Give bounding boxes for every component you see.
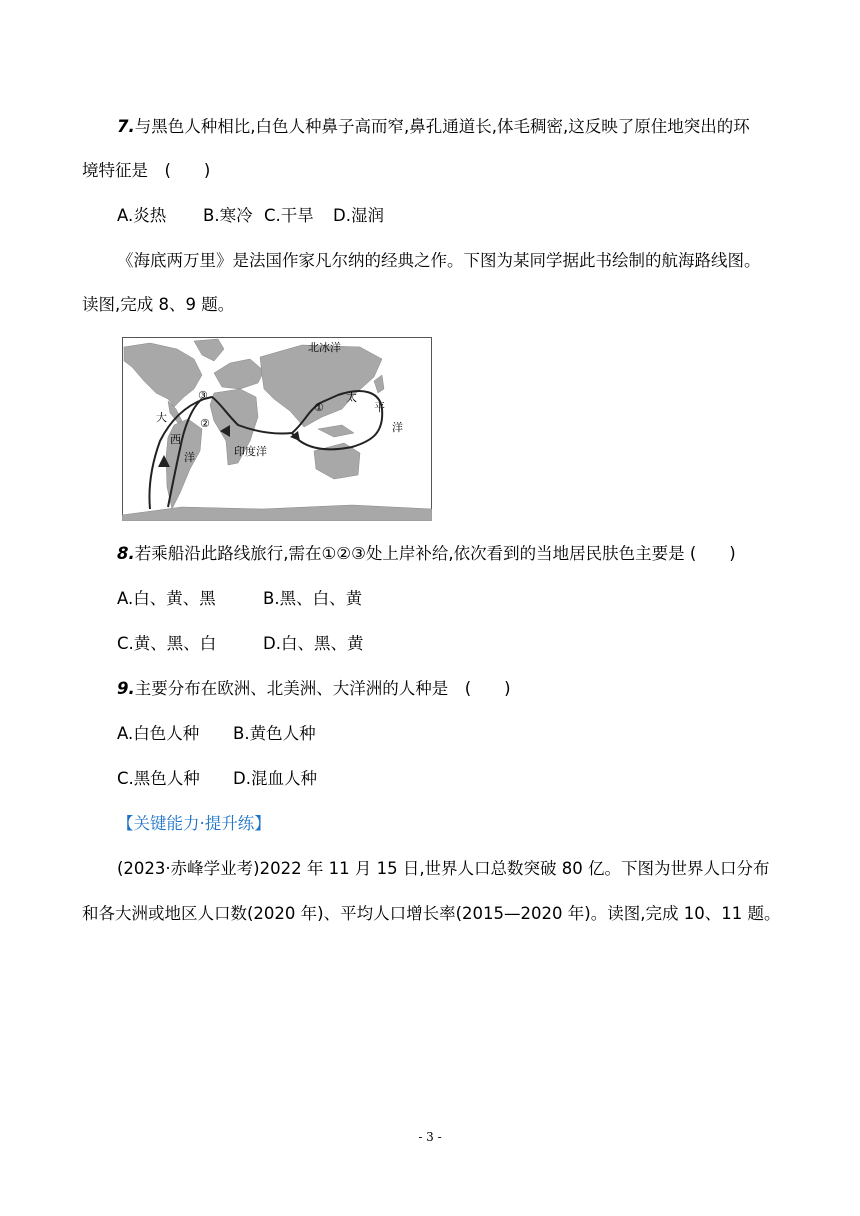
label-pacific-3: 洋 xyxy=(392,421,403,434)
voyage-route-map xyxy=(122,337,432,521)
intro89-line1: 《海底两万里》是法国作家凡尔纳的经典之作。下图为某同学据此书绘制的航海路线图。 xyxy=(117,251,761,270)
label-atlantic-2: 西 xyxy=(170,433,181,446)
q9-option-c: C.黑色人种 xyxy=(117,769,200,788)
q9-options-row2 xyxy=(117,768,317,790)
q8-option-d: D.白、黑、黄 xyxy=(263,634,364,653)
q7-line1 xyxy=(117,116,750,138)
q7-stem: 与黑色人种相比,白色人种鼻子高而窄,鼻孔通道长,体毛稠密,这反映了原住地突出的环 xyxy=(134,117,750,136)
label-arctic-ocean: 北冰洋 xyxy=(308,341,341,354)
intro1011-line2: 和各大洲或地区人口数(2020 年)、平均人口增长率(2015—2020 年)。读图,完成 10、11 题。 xyxy=(82,904,781,923)
q9-stem: 主要分布在欧洲、北美洲、大洋洲的人种是 ( ) xyxy=(134,679,511,698)
q9-option-a: A.白色人种 xyxy=(117,724,200,743)
label-indian-ocean: 印度洋 xyxy=(234,445,267,458)
q8-number: 8. xyxy=(117,544,135,563)
q9-line xyxy=(117,678,511,700)
section-title: 【关键能力·提升练】 xyxy=(117,814,271,833)
page-number: - 3 - xyxy=(418,1130,442,1144)
label-atlantic-1: 大 xyxy=(156,411,167,424)
q7-option-d: D.湿润 xyxy=(333,206,384,225)
intro89-line2: 读图,完成 8、9 题。 xyxy=(82,295,235,314)
q7-stem-line2: 境特征是 ( ) xyxy=(82,161,211,180)
q9-number: 9. xyxy=(117,679,135,698)
q8-line xyxy=(117,543,736,565)
q9-option-d: D.混血人种 xyxy=(233,769,317,788)
q8-option-c: C.黄、黑、白 xyxy=(117,634,217,653)
q8-option-b: B.黑、白、黄 xyxy=(263,589,363,608)
label-pacific-1: 太 xyxy=(346,391,357,404)
q7-option-a: A.炎热 xyxy=(117,206,167,225)
label-atlantic-3: 洋 xyxy=(184,451,195,464)
q7-option-b: B.寒冷 xyxy=(203,206,253,225)
q8-stem: 若乘船沿此路线旅行,需在①②③处上岸补给,依次看到的当地居民肤色主要是 ( ) xyxy=(134,544,736,563)
intro1011-line1: (2023·赤峰学业考)2022 年 11 月 15 日,世界人口总数突破 80 亿。下图为世界人口分布 xyxy=(117,859,770,878)
q7-number: 7. xyxy=(117,117,135,136)
q7-option-c: C.干旱 xyxy=(264,206,314,225)
q9-options-row1 xyxy=(117,723,316,745)
q8-options-row2 xyxy=(117,633,363,655)
label-pacific-2: 平 xyxy=(374,401,385,414)
q9-option-b: B.黄色人种 xyxy=(233,724,316,743)
q7-options xyxy=(117,205,384,227)
marker-1: ① xyxy=(314,401,324,414)
marker-3: ③ xyxy=(198,389,208,402)
marker-2: ② xyxy=(200,417,210,430)
q8-option-a: A.白、黄、黑 xyxy=(117,589,216,608)
q8-options-row1 xyxy=(117,588,362,610)
